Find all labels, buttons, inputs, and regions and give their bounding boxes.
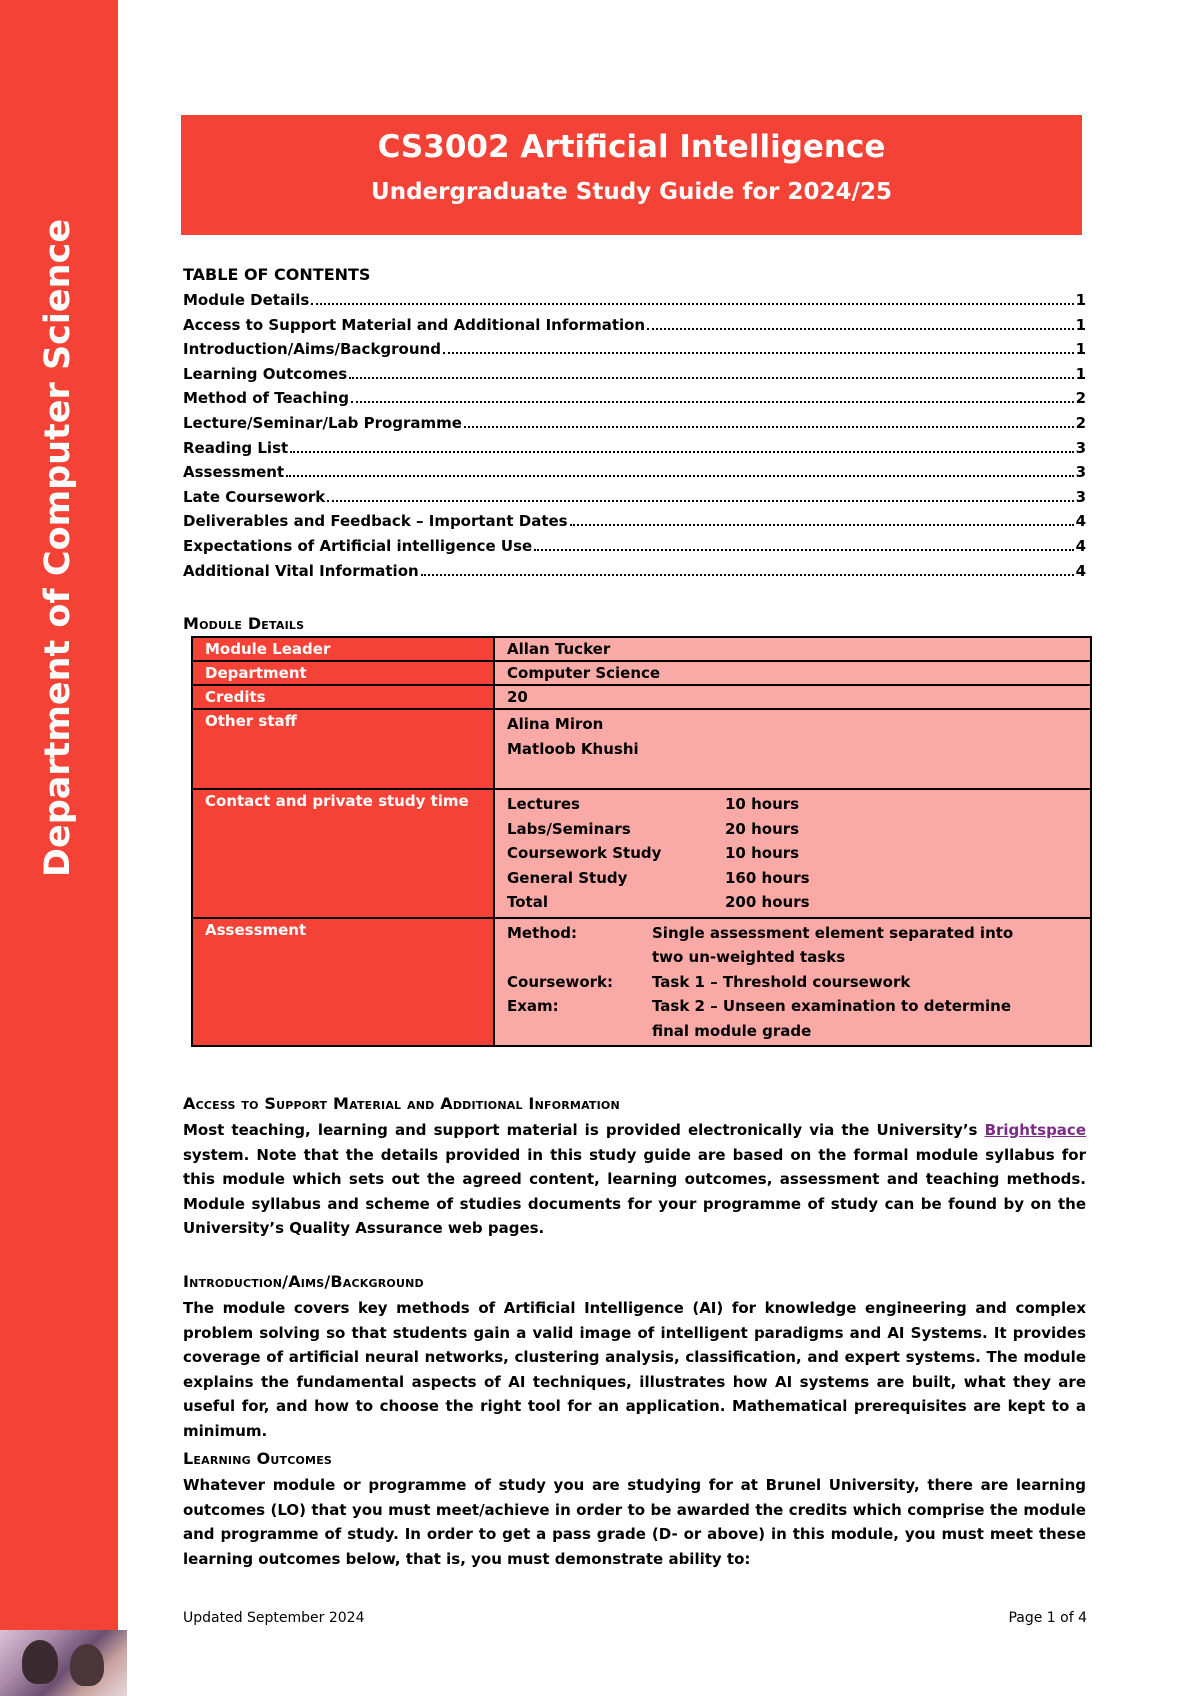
toc-leader-dots	[570, 524, 1074, 526]
document-title: CS3002 Artificial Intelligence	[377, 129, 886, 165]
table-row	[192, 661, 1091, 685]
student-figure	[70, 1644, 104, 1686]
toc-entry-page: 3	[1075, 463, 1086, 482]
toc-entry-label: Deliverables and Feedback – Important Dates	[183, 512, 568, 531]
assessment-row	[507, 921, 1078, 946]
table-row	[192, 685, 1091, 709]
toc-entry-label: Late Coursework	[183, 487, 326, 506]
assessment-description: Single assessment element separated into	[652, 923, 1014, 942]
study-activity: Labs/Seminars	[507, 819, 631, 838]
credits-label: Credits	[192, 685, 494, 709]
toc-entry-label: Reading List	[183, 438, 289, 457]
toc-entry[interactable]	[183, 463, 1086, 488]
assessment-row	[507, 994, 1078, 1019]
students-photo	[0, 1630, 127, 1696]
module-leader-value: Allan Tucker	[494, 637, 1091, 661]
staff-name: Alina Miron	[507, 715, 604, 733]
department-vertical-label: Department of Computer Science	[38, 218, 78, 878]
assessment-key: Method:	[507, 923, 577, 942]
assessment-key: Exam:	[507, 997, 559, 1015]
student-figure	[22, 1640, 58, 1684]
other-staff-value	[494, 709, 1091, 789]
toc-entry-page: 3	[1075, 487, 1086, 506]
toc-entry-page: 2	[1075, 389, 1086, 408]
toc-entry[interactable]	[183, 365, 1086, 390]
toc-leader-dots	[327, 500, 1073, 502]
other-staff-label: Other staff	[192, 709, 494, 789]
toc-entry-label: Additional Vital Information	[183, 561, 419, 580]
study-hours: 10 hours	[725, 795, 800, 813]
assessment-key	[507, 945, 652, 970]
intro-heading: Introduction/Aims/Background	[183, 1272, 424, 1291]
toc-entry[interactable]	[183, 512, 1086, 537]
toc-entry-label: Introduction/Aims/Background	[183, 340, 441, 359]
staff-name: Matloob Khushi	[507, 739, 639, 758]
toc-entry-page: 1	[1075, 340, 1086, 359]
toc-entry-page: 1	[1075, 315, 1086, 334]
toc-entry[interactable]	[183, 414, 1086, 439]
toc-leader-dots	[421, 574, 1074, 576]
toc-entry-label: Expectations of Artificial intelligence Use	[183, 536, 533, 555]
assessment-description: final module grade	[652, 1021, 812, 1040]
study-time-row	[507, 792, 1078, 817]
study-activity: Lectures	[507, 795, 580, 813]
toc-entry-page: 4	[1075, 561, 1086, 580]
toc-entry[interactable]	[183, 488, 1086, 513]
toc-entry-label: Lecture/Seminar/Lab Programme	[183, 413, 462, 432]
toc-entry-page: 4	[1075, 512, 1086, 531]
study-time-row	[507, 841, 1078, 866]
toc-entry-label: Assessment	[183, 463, 285, 482]
toc-entry-label: Method of Teaching	[183, 389, 349, 408]
toc-entry-label: Module Details	[183, 291, 310, 309]
study-time-row	[507, 817, 1078, 842]
toc-leader-dots	[534, 549, 1073, 551]
study-time-label: Contact and private study time	[192, 789, 494, 918]
toc-entry[interactable]	[183, 291, 1086, 316]
toc-entry-page: 3	[1075, 438, 1086, 457]
toc-leader-dots	[351, 401, 1074, 403]
table-row	[192, 918, 1091, 1047]
table-row	[192, 709, 1091, 789]
toc-leader-dots	[286, 475, 1073, 477]
study-activity: Coursework Study	[507, 844, 662, 862]
toc-leader-dots	[443, 352, 1074, 354]
toc-leader-dots	[311, 303, 1073, 305]
access-text-before: Most teaching, learning and support material is provided electronically via the University’s	[183, 1121, 985, 1139]
toc-entry[interactable]	[183, 439, 1086, 464]
access-paragraph	[183, 1118, 1086, 1241]
outcomes-paragraph: Whatever module or programme of study you are studying for at Brunel University, there are learning outcomes (LO) that you must meet/achieve in order to be awarded the credits which comprise the module and programme of study. In order to get a pass grade (D- or above) in this module, you must meet these learning outcomes below, that is, you must demonstrate ability to:	[183, 1476, 1086, 1568]
toc-leader-dots	[290, 451, 1073, 453]
credits-value: 20	[494, 685, 1091, 709]
study-hours: 200 hours	[725, 893, 810, 911]
department-label: Department	[192, 661, 494, 685]
sidebar-band	[0, 0, 118, 1696]
toc-entry[interactable]	[183, 562, 1086, 587]
toc-leader-dots	[349, 377, 1073, 379]
assessment-value	[494, 918, 1091, 1047]
access-heading: Access to Support Material and Additional Information	[183, 1094, 620, 1113]
assessment-description: Task 2 – Unseen examination to determine	[652, 997, 1011, 1015]
toc-entry[interactable]	[183, 316, 1086, 341]
study-hours: 160 hours	[725, 868, 810, 887]
document-subtitle: Undergraduate Study Guide for 2024/25	[371, 179, 892, 205]
assessment-key: Coursework:	[507, 972, 614, 991]
toc-entry-page: 4	[1075, 536, 1086, 555]
assessment-row	[507, 970, 1078, 995]
access-text-after: system. Note that the details provided in this study guide are based on the formal module syllabus for this module which sets out the agreed content, learning outcomes, assessment and teaching methods. Module syllabus and scheme of studies documents for your programme of study can be found by on the University’s Quality Assurance web pages.	[183, 1145, 1086, 1238]
study-time-value	[494, 789, 1091, 918]
study-time-row	[507, 890, 1078, 915]
module-leader-label: Module Leader	[192, 637, 494, 661]
table-of-contents	[183, 291, 1086, 586]
study-hours: 20 hours	[725, 819, 800, 838]
brightspace-link[interactable]: Brightspace	[984, 1121, 1086, 1139]
toc-heading: TABLE OF CONTENTS	[183, 265, 371, 284]
outcomes-heading: Learning Outcomes	[183, 1449, 333, 1468]
assessment-label: Assessment	[192, 918, 494, 1047]
table-row	[192, 789, 1091, 918]
assessment-key	[507, 1019, 652, 1044]
assessment-row	[507, 1019, 1078, 1044]
title-banner	[181, 115, 1082, 235]
module-details-table	[191, 636, 1092, 1047]
study-activity: General Study	[507, 868, 628, 887]
toc-leader-dots	[464, 426, 1074, 428]
toc-entry-page: 1	[1075, 364, 1086, 383]
assessment-description: two un-weighted tasks	[652, 948, 846, 966]
toc-leader-dots	[647, 328, 1073, 330]
assessment-description: Task 1 – Threshold coursework	[652, 972, 911, 991]
module-details-heading: Module Details	[183, 614, 305, 633]
toc-entry[interactable]	[183, 340, 1086, 365]
footer-page-number: Page 1 of 4	[1008, 1610, 1087, 1626]
department-value: Computer Science	[494, 661, 1091, 685]
intro-paragraph: The module covers key methods of Artificial Intelligence (AI) for knowledge engineering and complex problem solving so that students gain a valid image of intelligent paradigms and AI Systems. It provides coverage of artificial neural networks, clustering analysis, classification, and expert systems. The module explains the fundamental aspects of AI techniques, illustrates how AI systems are built, what they are useful for, and how to choose the right tool for an application. Mathematical prerequisites are kept to a minimum.	[183, 1299, 1086, 1440]
toc-entry-label: Learning Outcomes	[183, 364, 348, 383]
toc-entry[interactable]	[183, 389, 1086, 414]
study-activity: Total	[507, 893, 548, 911]
toc-entry[interactable]	[183, 537, 1086, 562]
toc-entry-page: 1	[1075, 291, 1086, 309]
toc-entry-label: Access to Support Material and Additional Information	[183, 315, 646, 334]
study-time-row	[507, 866, 1078, 891]
assessment-row	[507, 945, 1078, 970]
study-hours: 10 hours	[725, 844, 800, 862]
footer-updated: Updated September 2024	[183, 1610, 365, 1626]
table-row	[192, 637, 1091, 661]
toc-entry-page: 2	[1075, 413, 1086, 432]
